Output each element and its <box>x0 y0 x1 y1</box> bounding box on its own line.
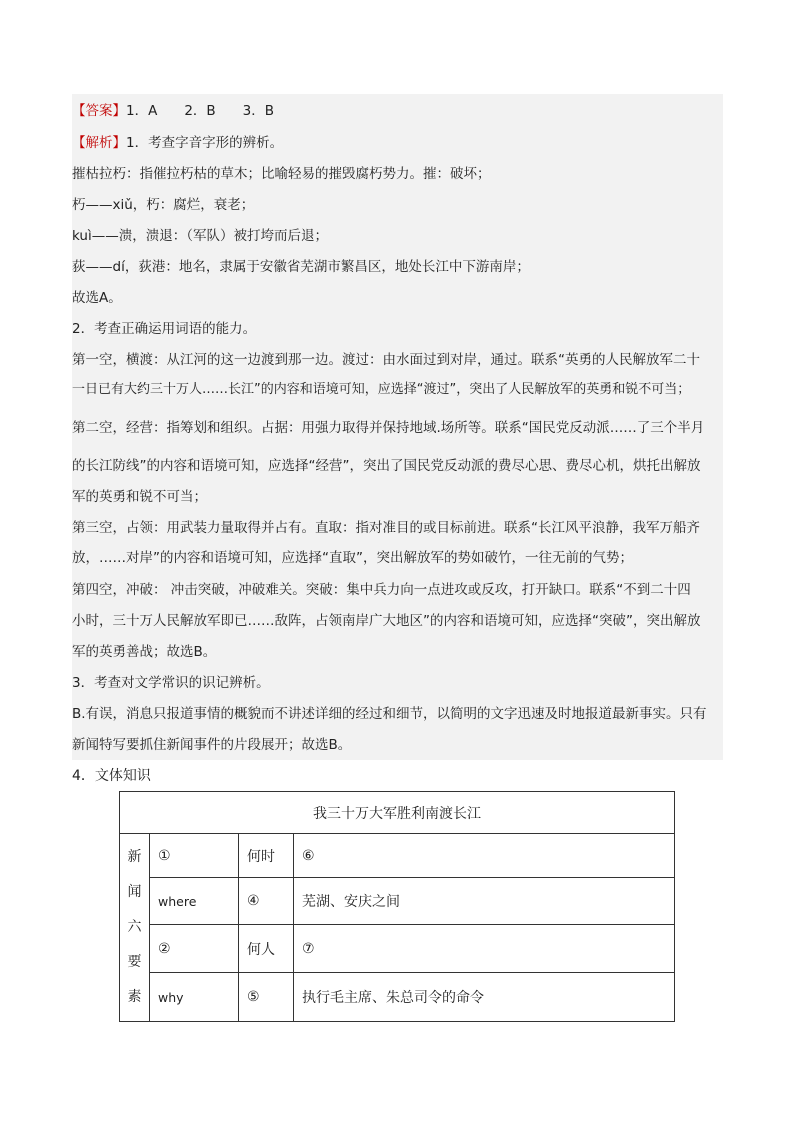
analysis-line-4: 荻——dí，荻港：地名，隶属于安徽省芜湖市繁昌区，地处长江中下游南岸； <box>72 259 530 275</box>
table-row <box>120 925 675 973</box>
analysis-line-7: 第一空，横渡：从江河的这一边渡到那一边。渡过：由水面过到对岸，通过。联系“英勇的人民解放军二十 <box>72 352 700 368</box>
table-row <box>120 973 675 1022</box>
table-title: 我三十万大军胜利南渡长江 <box>120 792 675 834</box>
answer-label: 【答案】 <box>72 103 126 119</box>
table-title-row <box>120 792 675 834</box>
analysis-line-16: 军的英勇善战；故选B。 <box>72 644 217 660</box>
section-4-heading: 4．文体知识 <box>72 768 151 784</box>
analysis-line-3: kuì——溃，溃退：（军队）被打垮而后退； <box>72 228 328 244</box>
table-cell: 执行毛主席、朱总司令的命令 <box>294 973 675 1022</box>
table-cell: 何时 <box>239 834 294 878</box>
table-cell: why <box>150 973 239 1022</box>
table-cell: ⑥ <box>294 834 675 878</box>
analysis-line-1: 摧枯拉朽：指催拉朽枯的草木；比喻轻易的摧毁腐朽势力。摧：破坏； <box>72 166 491 182</box>
analysis-line-0: 【解析】1．考查字音字形的辨析。 <box>72 135 284 151</box>
analysis-line-13: 放，……对岸”的内容和语境可知，应选择“直取”，突出解放军的势如破竹，一往无前的气势； <box>72 550 633 566</box>
analysis-line-10: 的长江防线”的内容和语境可知，应选择“经营”，突出了国民党反动派的费尽心思、费尽心机，烘托出解放 <box>72 458 701 474</box>
table-cell: ⑦ <box>294 925 675 973</box>
analysis-line-2: 朽——xiǔ，朽：腐烂，衰老； <box>72 197 255 213</box>
side-label: 新 闻 六 要 素 <box>120 834 150 1022</box>
analysis-line-8: 一日已有大约三十万人……长江”的内容和语境可知，应选择“渡过”，突出了人民解放军的英勇和锐不可当； <box>72 382 691 397</box>
answer-line <box>72 101 274 121</box>
analysis-line-15: 小时，三十万人民解放军即已……敌阵，占领南岸广大地区”的内容和语境可知，应选择“突破”，突出解放 <box>72 613 701 629</box>
table-row <box>120 878 675 925</box>
table-cell: 芜湖、安庆之间 <box>294 878 675 925</box>
analysis-line-9: 第二空，经营：指筹划和组织。占据：用强力取得并保持地域.场所等。联系“国民党反动派……了三个半月 <box>72 420 705 436</box>
news-elements-table <box>119 791 675 1022</box>
table-cell: ② <box>150 925 239 973</box>
analysis-line-14: 第四空，冲破： 冲击突破，冲破难关。突破：集中兵力向一点进攻或反攻，打开缺口。联系“不到二十四 <box>72 582 691 598</box>
analysis-label: 【解析】 <box>72 135 126 151</box>
table-cell: ⑤ <box>239 973 294 1022</box>
table-cell: ① <box>150 834 239 878</box>
analysis-line-11: 军的英勇和锐不可当； <box>72 489 207 505</box>
table-row <box>120 834 675 878</box>
analysis-line-17: 3．考查对文学常识的识记辨析。 <box>72 675 270 691</box>
answer-text: 1．A 2．B 3．B <box>126 103 275 119</box>
analysis-line-12: 第三空，占领：用武装力量取得并占有。直取：指对准目的或目标前进。联系“长江风平浪静，我军万船齐 <box>72 520 700 536</box>
analysis-line-19: 新闻特写要抓住新闻事件的片段展开；故选B。 <box>72 737 352 753</box>
analysis-line-5: 故选A。 <box>72 290 122 306</box>
table-cell: where <box>150 878 239 925</box>
analysis-line-18: B.有误，消息只报道事情的概貌而不讲述详细的经过和细节，以简明的文字迅速及时地报道最新事实。只有 <box>72 706 707 722</box>
table-cell: 何人 <box>239 925 294 973</box>
analysis-line-6: 2．考查正确运用词语的能力。 <box>72 321 257 337</box>
table-cell: ④ <box>239 878 294 925</box>
